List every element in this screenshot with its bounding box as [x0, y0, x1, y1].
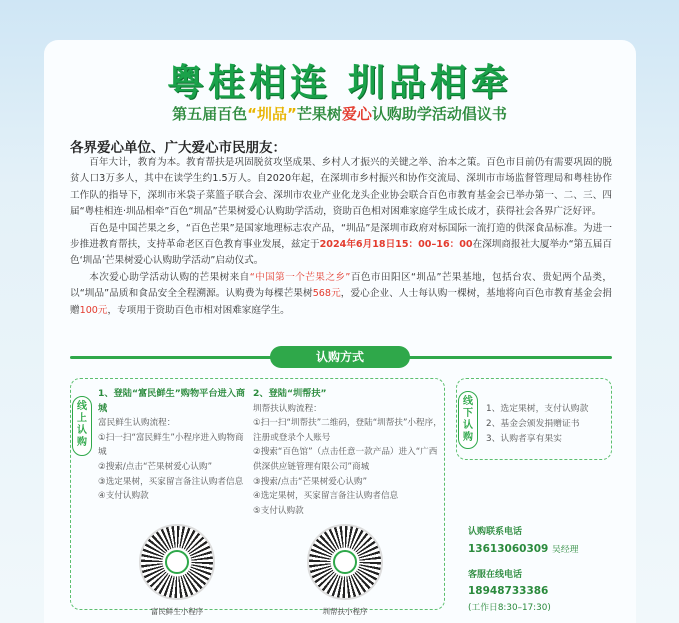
zhenbangfu-column: [253, 387, 443, 518]
fumin-qr-label: 富民鲜生小程序: [150, 607, 204, 616]
purchase-contact: [468, 524, 578, 555]
fumin-step: ②搜索/点击“芒果树爱心认购”: [98, 461, 213, 472]
offline-tag: 线下认购: [458, 391, 478, 449]
page-title: 粤桂相连 圳品相牵: [167, 60, 512, 104]
service-hours: (工作日8:30–17:30): [468, 603, 551, 613]
service-phone[interactable]: 18948733386: [468, 585, 549, 597]
fumin-step: ③选定果树，买家留言备注认购者信息: [98, 476, 244, 487]
letter-body: [70, 155, 612, 319]
fumin-flow-label: 富民鲜生认购流程：: [98, 418, 176, 429]
mango-origin: “中国第一个芒果之乡”: [249, 271, 351, 283]
fumin-column: [98, 387, 248, 504]
zhenbangfu-step: ⑤支付认购款: [253, 505, 304, 516]
paragraph-3: [70, 270, 612, 319]
event-date: 2024年6月18日15：00–16：00: [319, 239, 473, 251]
p2-text-a: 百色是中国芒果之乡，“百色芒果”是国家地理标志农产品，“圳品”是深圳市政府对标国际一流打造的供深食品标准。为进一步推进教育帮扶，支持革命老区百色教育事业发展，兹定于: [70, 222, 612, 251]
online-tag: 线上认购: [72, 396, 92, 456]
page-subtitle: [0, 103, 679, 124]
contact-name: 吴经理: [552, 545, 579, 555]
zhenbangfu-step: ①扫一扫“圳帮扶”二维码，登陆“圳帮扶”小程序，注册或登录个人账号: [253, 418, 442, 443]
phone-line: [468, 542, 578, 555]
offline-step: 2、基金会颁发捐赠证书: [486, 419, 580, 429]
section-title: 认购方式: [270, 346, 410, 368]
fumin-step: ④支付认购款: [98, 491, 149, 502]
p3-text-b: 百色市田阳区“圳品”芒果基地，包括台农、贵妃两个品类，以“圳品”品质和食品安全全程溯源。认购费为每棵芒果树: [70, 271, 612, 300]
donation-amount: 100元: [79, 304, 108, 316]
paragraph-1: 百年大计，教育为本。教育帮扶是巩固脱贫攻坚成果、乡村人才振兴的关键之举、治本之策。百色市目前仍有需要巩固的脱贫人口3万多人，其中在读学生约1.5万人。自2020年起，在深圳市乡村振兴和协作交流局、深圳市市场监督管理局和粤桂协作工作队的指导下，深圳市米袋子菜篮子联合会、深圳市农业产业化龙头企业协会联合百色市教育基金会已举办第一、二、三、四届“粤桂相连·圳品相牵”百色“圳品”芒果树爱心认购助学活动，资助百色相对困难家庭学生成长成才，获得社会各界广泛好评。: [70, 157, 612, 218]
service-contact: [468, 567, 551, 613]
zhenbangfu-step: ③搜索/点击“芒果树爱心认购”: [253, 476, 368, 487]
phone-label: 认购联系电话: [468, 527, 523, 537]
offline-steps: [486, 402, 588, 447]
zhenbangfu-heading: 2、登陆“圳帮扶”: [253, 388, 327, 399]
p2-text-b: 在深圳商报社大厦举办“第五届百色‘圳品’芒果树爱心认购助学活动”启动仪式。: [70, 239, 612, 267]
paragraph-2: [70, 221, 612, 270]
subtitle-mid: 芒果树: [296, 105, 342, 123]
p3-text-c: ，爱心企业、人士每认购一棵树，基地将向百色市教育基金会捐赠: [70, 288, 613, 316]
offline-step: 1、选定果树，支付认购款: [486, 404, 589, 414]
subtitle-pre: 第五届百色: [172, 105, 248, 123]
offline-step: 3、认购者享有果实: [486, 434, 562, 444]
mini-program-logo-icon: [333, 550, 357, 574]
tree-price: 568元: [312, 288, 341, 300]
p3-text-d: ，专项用于资助百色市相对困难家庭学生。: [107, 304, 290, 316]
zhenbangfu-qr[interactable]: [300, 524, 390, 617]
subtitle-post: 认购助学活动倡议书: [371, 105, 507, 123]
phone-number[interactable]: 13613060309: [468, 543, 549, 555]
fumin-qr[interactable]: [132, 524, 222, 617]
subtitle-love: 爱心: [341, 105, 372, 123]
zhenbangfu-qr-label: 圳帮扶小程序: [322, 607, 368, 616]
fumin-step: ①扫一扫“富民鲜生”小程序进入购物商城: [98, 432, 244, 458]
service-label: 客服在线电话: [468, 570, 523, 580]
greeting: 各界爱心单位、广大爱心市民朋友：: [70, 140, 286, 156]
qr-code-icon[interactable]: [307, 524, 383, 600]
zhenbangfu-step: ②搜索“百色馆”（点击任意一款产品）进入“广西供深供应链管理有限公司”商城: [253, 447, 438, 472]
fumin-heading: 1、登陆“富民鲜生”购物平台进入商城: [98, 388, 246, 414]
mini-program-logo-icon: [165, 550, 189, 574]
zhenbangfu-flow-label: 圳帮扶认购流程：: [253, 403, 322, 414]
qr-code-icon[interactable]: [139, 524, 215, 600]
p3-text-a: 本次爱心助学活动认购的芒果树来自: [89, 271, 250, 283]
zhenbangfu-step: ④选定果树，买家留言备注认购者信息: [253, 491, 399, 502]
subtitle-quote: “圳品”: [247, 105, 297, 123]
